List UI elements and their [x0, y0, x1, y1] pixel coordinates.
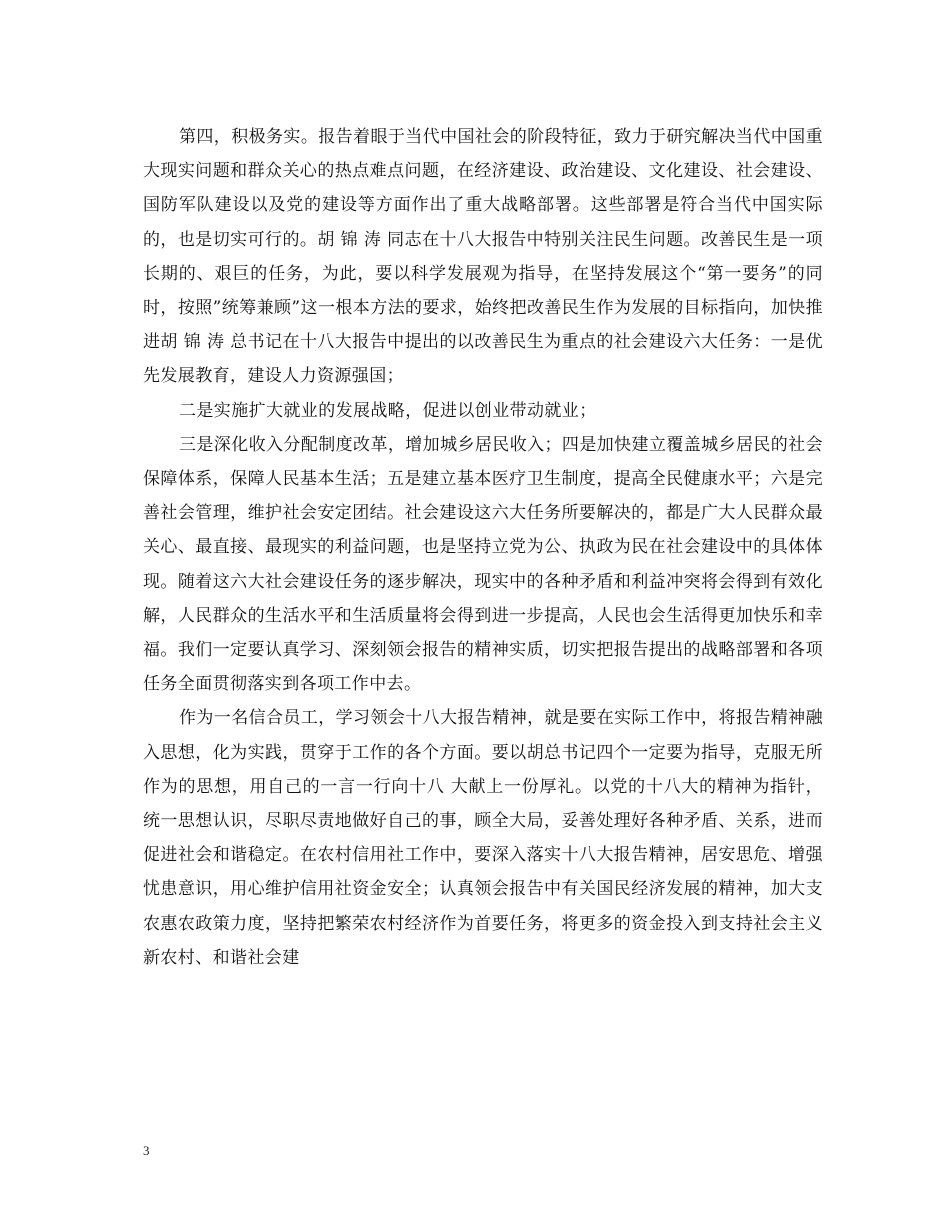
paragraph-2: 二是实施扩大就业的发展战略，促进以创业带动就业；: [179, 400, 597, 421]
body-text: [143, 120, 823, 975]
paragraph-1: 第四，积极务实。报告着眼于当代中国社会的阶段特征，致力于研究解决当代中国重大现实问题和群众关心的热点难点问题，在经济建设、政治建设、文化建设、社会建设、国防军队建设以及党的建设等方面作出了重大战略部署。这些部署是符合当代中国实际的，也是切实可行的。胡 锦 涛 同志在十八大报告中特别关注民生问题。改善民生是一项长期的、艰巨的任务，为此，要以科学发展观为指导，在坚持发展这个“第一要务”的同时，按照”统筹兼顾”这一根本方法的要求，始终把改善民生作为发展的目标指向，加快推进胡 锦 涛 总书记在十八大报告中提出的以改善民生为重点的社会建设六大任务：一是优先发展教育，建设人力资源强国；: [143, 127, 823, 387]
page-number: 3: [143, 1143, 150, 1158]
paragraph-3: 三是深化收入分配制度改革，增加城乡居民收入；四是加快建立覆盖城乡居民的社会保障体系，保障人民基本生活；五是建立基本医疗卫生制度，提高全民健康水平；六是完善社会管理，维护社会安定团结。社会建设这六大任务所要解决的，都是广大人民群众最关心、最直接、最现实的利益问题，也是坚持立党为公、执政为民在社会建设中的具体体现。随着这六大社会建设任务的逐步解决，现实中的各种矛盾和利益冲突将会得到有效化解，人民群众的生活水平和生活质量将会得到进一步提高，人民也会生活得更加快乐和幸福。我们一定要认真学习、深刻领会报告的精神实质，切实把报告提出的战略部署和各项任务全面贯彻落实到各项工作中去。: [143, 434, 823, 695]
paragraph-4: 作为一名信合员工，学习领会十八大报告精神，就是要在实际工作中，将报告精神融入思想，化为实践，贯穿于工作的各个方面。要以胡总书记四个一定要为指导，克服无所作为的思想，用自己的一言一行向十八 大献上一份厚礼。以党的十八大的精神为指针，统一思想认识，尽职尽责地做好自己的事，顾全大局，妥善处理好各种矛盾、关系，进而促进社会和谐稳定。在农村信用社工作中，要深入落实十八大报告精神，居安思危、增强忧患意识，用心维护信用社资金安全；认真领会报告中有关国民经济发展的精神，加大支农惠农政策力度，坚持把繁荣农村经济作为首要任务，将更多的资金投入到支持社会主义新农村、和谐社会建: [143, 708, 823, 968]
